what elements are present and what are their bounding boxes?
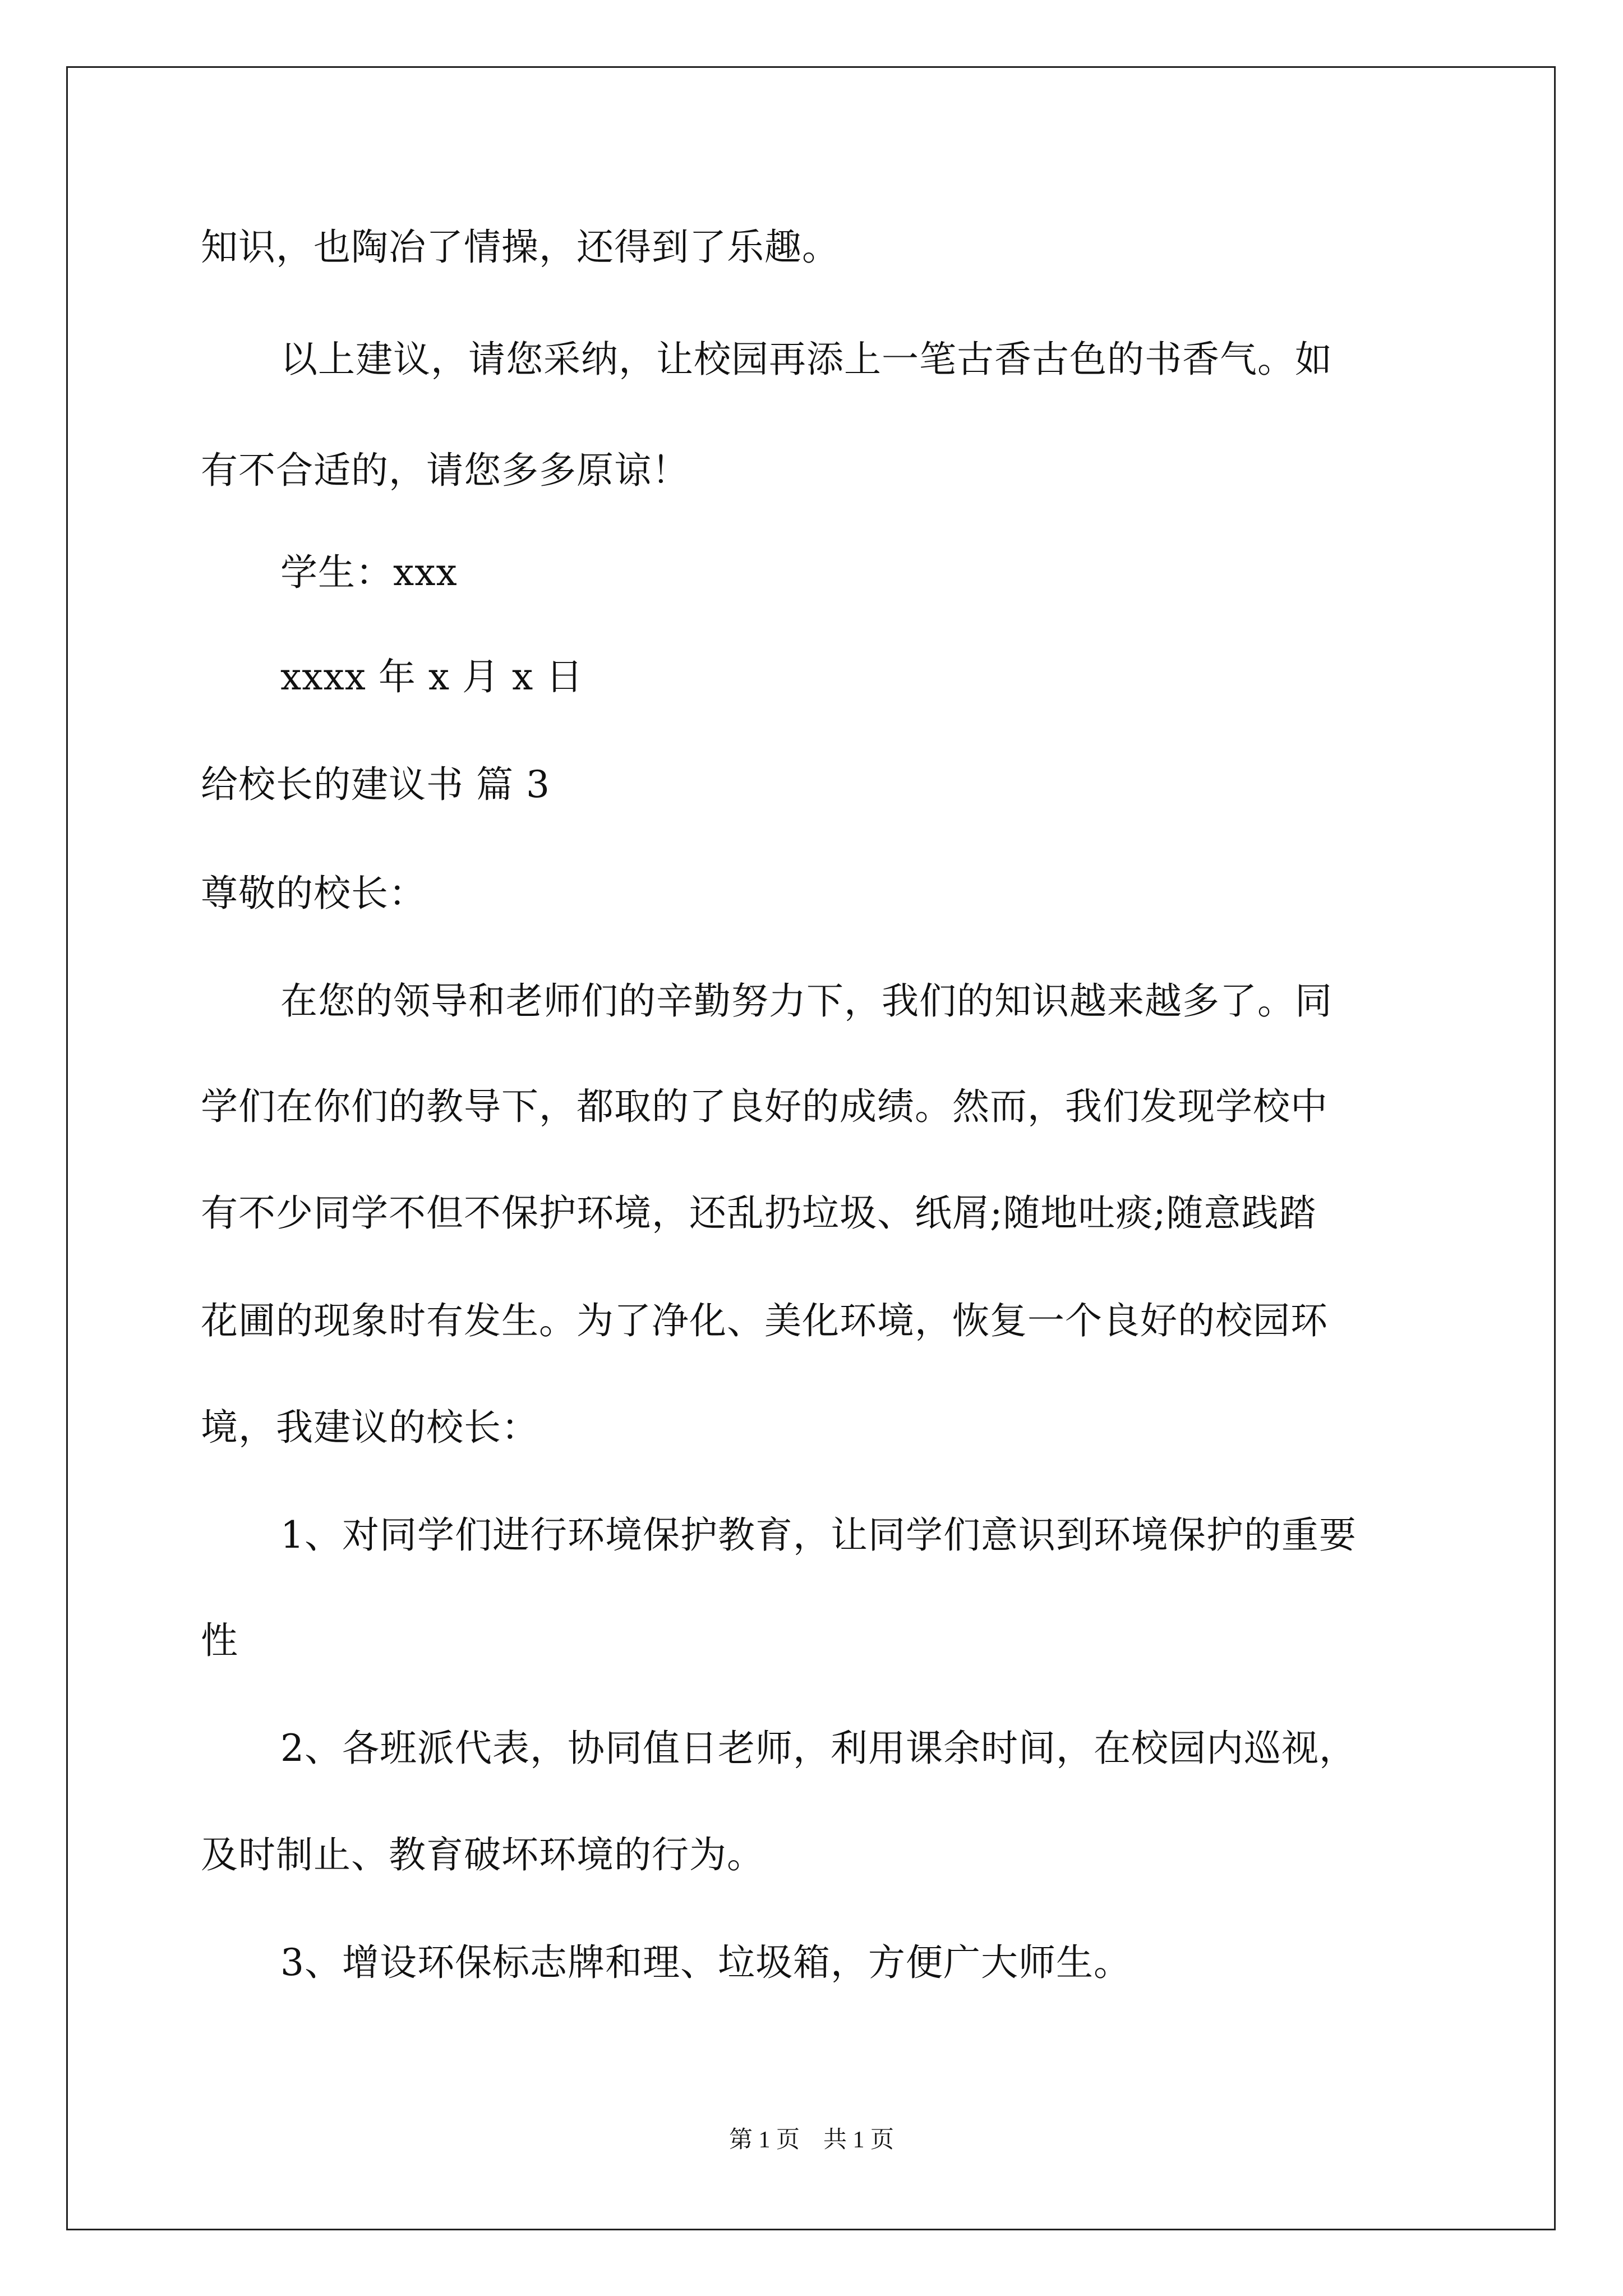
list-item-1: 1、对同学们进行环境保护教育，让同学们意识到环境保护的重要 [280,1513,1357,1557]
paragraph-line: 知识，也陶冶了情操，还得到了乐趣。 [201,226,840,269]
paragraph-line: 学们在你们的教导下，都取的了良好的成绩。然而，我们发现学校中 [201,1085,1328,1128]
salutation: 尊敬的校长： [201,872,426,915]
signature-date: xxxx 年 x 月 x 日 [280,655,584,698]
page-border [66,66,1556,2230]
signature-student: 学生：xxx [280,551,458,594]
page-number-footer: 第 1 页 共 1 页 [728,2127,894,2153]
list-item-3: 3、增设环保标志牌和理、垃圾箱，方便广大师生。 [280,1941,1131,1984]
list-item-2-continued: 及时制止、教育破坏环境的行为。 [201,1833,764,1876]
list-item-2: 2、各班派代表，协同值日老师，利用课余时间，在校园内巡视， [280,1727,1357,1770]
list-item-1-continued: 性 [201,1619,238,1662]
paragraph-line: 在您的领导和老师们的辛勤努力下，我们的知识越来越多了。同 [280,979,1332,1023]
paragraph-line: 有不合适的，请您多多原谅！ [201,449,689,492]
paragraph-line: 以上建议，请您采纳，让校园再添上一笔古香古色的书香气。如 [280,338,1332,381]
paragraph-line: 花圃的现象时有发生。为了净化、美化环境，恢复一个良好的校园环 [201,1299,1328,1342]
section-heading: 给校长的建议书 篇 3 [201,763,550,806]
paragraph-line: 有不少同学不但不保护环境，还乱扔垃圾、纸屑;随地吐痰;随意践踏 [201,1191,1317,1235]
paragraph-line: 境，我建议的校长： [201,1406,539,1449]
